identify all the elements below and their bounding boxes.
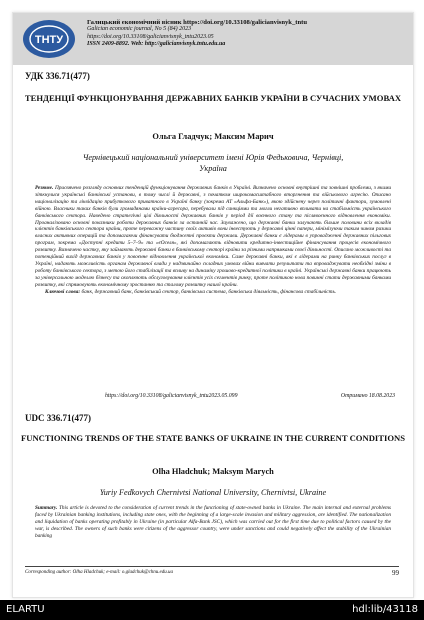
journal-doi: https://doi.org/10.33108/galicianvisnyk_tntu2023.05 <box>87 33 214 40</box>
abstract-label-ua: Резюме. <box>35 185 54 191</box>
received-date: Отримано 18.08.2023 <box>340 393 395 399</box>
page-number: 99 <box>392 569 399 577</box>
journal-page <box>12 12 414 598</box>
corresponding-author: Corresponding author: Olha Hladchuk; e-mail: o.gladchuk@chnu.edu.ua <box>25 570 174 575</box>
article-title-ua: ТЕНДЕНЦІЇ ФУНКЦІОНУВАННЯ ДЕРЖАВНИХ БАНКІВ УКРАЇНИ В СУЧАСНИХ УМОВАХ <box>24 93 402 103</box>
authors-ua: Ольга Гладчук; Максим Марич <box>152 132 274 141</box>
affiliation-ua: Чернівецький національний університет імені Юрія Федьковича, Чернівці, Україна <box>82 153 344 173</box>
udk-code: УДК 336.71(477) <box>25 71 90 81</box>
journal-header <box>13 13 413 65</box>
udc-code: UDC 336.71(477) <box>25 413 91 423</box>
logo-text: ТНТУ <box>34 34 64 46</box>
abstract-ua <box>35 185 391 387</box>
repository-name: ELARTU <box>6 604 45 615</box>
journal-info <box>87 19 407 49</box>
article-doi-link[interactable]: https://doi.org/10.33108/galicianvisnyk_tntu2023.05.099 <box>105 393 238 399</box>
authors-en: Olha Hladchuk; Maksym Marych <box>152 467 274 476</box>
journal-name-en: Galician economic journal, No 5 (84) 2023 <box>87 26 192 33</box>
abstract-label-en: Summary. <box>35 505 58 511</box>
footer-divider <box>25 566 399 567</box>
affiliation-en: Yuriy Fedkovych Chernivtsi National University, Chernivtsi, Ukraine <box>99 488 327 497</box>
tntu-logo-icon <box>21 18 77 60</box>
abstract-en <box>35 505 391 553</box>
journal-issn: ISSN 2409-8892. Web: http://galicianvisnyk.tntu.edu.ua <box>87 41 226 48</box>
keywords-label-ua: Ключові слова: <box>45 288 81 295</box>
journal-name-ua: Галицький економічний вісник https://doi.org/10.33108/galicianvisnyk_tntu <box>87 19 307 26</box>
abstract-text-en: This article is devoted to the consideration of current trends in the functioning of state-owned banks in Ukraine. The main internal and external problems faced by Ukrainian banking institutions, including state ones, with the beginning of a large-scale invasion and military aggression, are identified. The nationalization and liquidation of banks operating profitably in Ukraine (in particular Alfa-Bank JSC), which was carried out for the first time due to political factors caused by the war, is described. The owners of such banks were citizens of the aggressor country, were under sanctions and could negatively affect the stability of the Ukrainian banking <box>35 505 391 539</box>
handle-id[interactable]: hdl:lib/43118 <box>352 604 418 615</box>
article-title-en: FUNCTIONING TRENDS OF THE STATE BANKS OF UKRAINE IN THE CURRENT CONDITIONS <box>20 433 405 443</box>
keywords-ua <box>35 289 391 296</box>
abstract-text-ua: Присвячено розгляду основних тенденцій функціонування державних банків в Україні. Визначено основні внутрішні та зовнішні проблеми, з якими зіткнулися українські банківські установи, в тому числі й державні, з початком широкомасштабного вторгнення та військового агресію. Описано націоналізацію та ліквідацію прибуткового приватного в Україні банку (зокрема АТ «Альфа-Банк»), якою здійснену через політичні фактори, зумовлені війною. Власники таких банків були громадянами країни-агресора, перебували під санкціями та могли негативно впливати на стабільність українського банківського сектора. Наведено стратегічні цілі діяльності державних банків у період дії воєнного стану та післявоєнного відновлення економіки. Проаналізовано основні показники роботи державних банків за останній час. Зауважено, що державні банки залучають більше половини всіх вкладів клієнтів банківського сектора країни, проте переважну частину своїх активів вони інвестують у державні цінні папери, мінімізуючи таким чином ризики власних активних операцій та допомагаючи фінансувати бюджетні проєкти держави. Державні банки є лідерами в упровадженні державних пільгових програм, зокрема «Доступні кредити 5–7–9» та «єОселя», які допомагають відновити кредитно-інвестиційне фінансування процесів економічного розвитку. Визначено частку, яку займають державні банки в банківському секторі країни за різними напрямками своєї діяльності. Описано можливості та потенційний вихід державних банків у повоєнне відновлення української економіки. Саме державні банки, які є лідерами на ринку банківських послуг в Україні, надають можливість органам державної влади у надзвичайно складних умовах війни вивчати результати та впроваджувати необхідні зміни в роботу банківського сектора, з метою його стабілізації та впливу на динаміку грошово-кредитної політики в країні. Українські державні банки працюють за універсальною моделлю бізнесу та охоплюють обслуговування клієнтів усіх сегментів ринку, проте політикою нова повинні стати державними банками розвитку, які спрямовують економічному зростанню та сталому розвитку нашої країни. <box>35 185 391 288</box>
keywords-text-ua: банк, державний банк, банківський сектор, банківська система, банківська діяльність, фінансова стабільність. <box>81 288 337 295</box>
repository-bar <box>0 600 424 620</box>
